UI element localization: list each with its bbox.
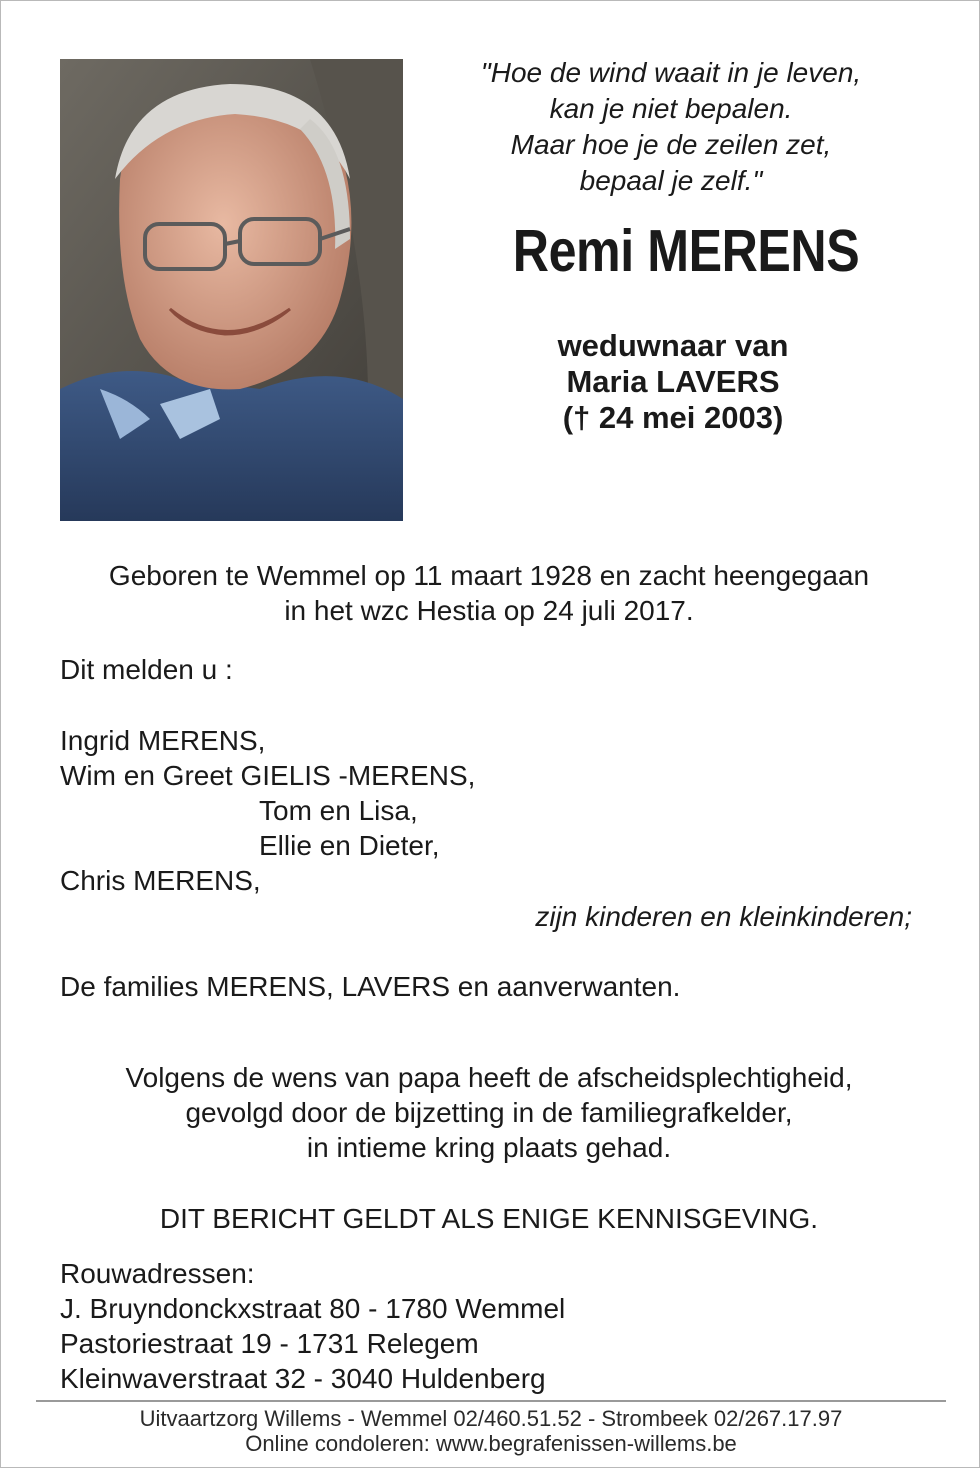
family-member: Tom en Lisa, [259, 795, 418, 826]
family-member: Ellie en Dieter, [259, 830, 440, 861]
quote [431, 55, 911, 199]
ceremony-line: Volgens de wens van papa heeft de afscheidsplechtigheid, [125, 1062, 853, 1093]
deceased-name: Remi MERENS [512, 218, 860, 284]
widower-info [431, 328, 915, 436]
widower-line: († 24 mei 2003) [562, 400, 784, 435]
family-relation: zijn kinderen en kleinkinderen; [535, 901, 912, 932]
addresses-title: Rouwadressen: [60, 1258, 255, 1289]
families-line: De families MERENS, LAVERS en aanverwanten. [60, 971, 681, 1002]
footer-line: Uitvaartzorg Willems - Wemmel 02/460.51.52 - Strombeek 02/267.17.97 [139, 1406, 843, 1431]
birth-death-line: Geboren te Wemmel op 11 maart 1928 en zacht heengegaan [108, 560, 870, 591]
quote-line: Maar hoe je de zeilen zet, [510, 129, 832, 160]
ceremony-line: gevolgd door de bijzetting in de familiegrafkelder, [185, 1097, 793, 1128]
birth-death-line: in het wzc Hestia op 24 juli 2017. [284, 595, 694, 626]
portrait-photo [60, 59, 403, 521]
widower-line: Maria LAVERS [566, 364, 780, 399]
widower-line: weduwnaar van [557, 328, 789, 363]
portrait-illustration [60, 59, 403, 521]
address-line: J. Bruyndonckxstraat 80 - 1780 Wemmel [60, 1293, 566, 1324]
notice: DIT BERICHT GELDT ALS ENIGE KENNISGEVING. [159, 1203, 819, 1234]
address-line: Kleinwaverstraat 32 - 3040 Huldenberg [60, 1363, 546, 1394]
quote-line: kan je niet bepalen. [549, 93, 793, 124]
footer-divider [36, 1400, 946, 1402]
family-member: Ingrid MERENS, [60, 725, 266, 756]
quote-line: bepaal je zelf." [579, 165, 763, 196]
family-member: Wim en Greet GIELIS -MERENS, [60, 760, 476, 791]
footer-line: Online condoleren: www.begrafenissen-willems.be [245, 1431, 737, 1456]
quote-line: "Hoe de wind waait in je leven, [480, 57, 862, 88]
address-line: Pastoriestraat 19 - 1731 Relegem [60, 1328, 479, 1359]
ceremony-line: in intieme kring plaats gehad. [306, 1132, 672, 1163]
announcers-intro: Dit melden u : [60, 654, 233, 685]
family-member: Chris MERENS, [60, 865, 261, 896]
